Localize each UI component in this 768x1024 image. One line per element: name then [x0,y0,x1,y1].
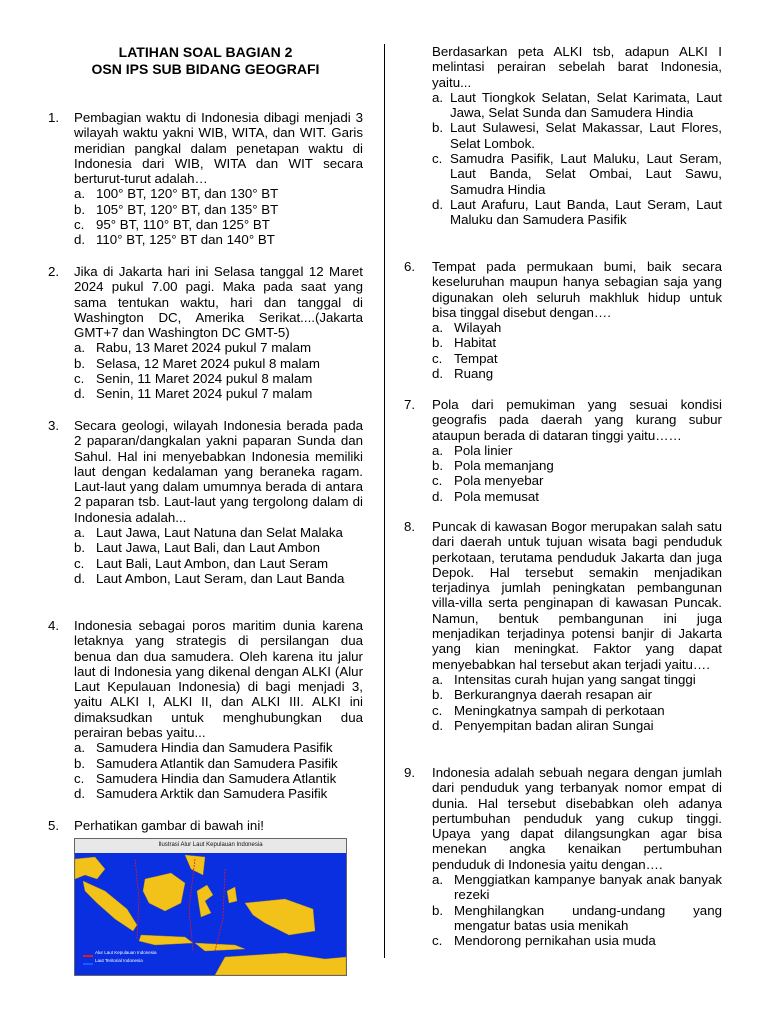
philippines-islands [185,855,205,875]
legend-territorial: Laut Teritorial Indonesia [95,958,143,963]
question-number: 3. [48,418,60,433]
question-text-block [74,418,363,586]
question-text-block [432,519,722,733]
option[interactable]: d. 110° BT, 125° BT dan 140° BT [74,232,275,248]
question-text-block [432,44,722,228]
option[interactable]: a. Wilayah [432,320,502,336]
option[interactable]: a. Rabu, 13 Maret 2024 pukul 7 malam [74,340,312,356]
question-text: Pola dari pemukiman yang sesuai kondisi geografis pada daerah yang kurang subur ataupun berada di dataran tinggi yaitu…… [432,397,722,443]
question-number: 8. [404,519,416,534]
question-2 [48,264,363,406]
australia-mainland [215,953,346,975]
question-text: Pembagian waktu di Indonesia dibagi menjadi 3 wilayah waktu yakni WIB, WITA, dan WIT. Garis meridian pangkal dalam penetapan waktu di Indonesia dari WIB, WITA dan WIT secara berturut-turut adalah… [74,110,363,187]
question-9 [404,765,722,955]
question-text: Secara geologi, wilayah Indonesia berada pada 2 paparan/dangkalan yakni paparan Sunda dan Sahul. Hal ini menyebabkan Indonesia memiliki laut dengan kedalaman yang beraneka ragam. Laut-laut yang dalam umumnya berada di antara 2 paparan tsb. Laut-laut yang tergolong dalam di Indonesia adalah... [74,418,363,525]
question-text-block [432,397,722,504]
option[interactable]: a. Pola linier [432,442,513,458]
question-number: 6. [404,259,416,274]
option[interactable]: c. Samudera Hindia dan Samudera Atlantik [74,770,337,786]
question-number: 2. [48,264,60,279]
nusa-tenggara-islands [195,943,245,951]
question-text: Indonesia adalah sebuah negara dengan jumlah dari penduduk yang terbanyak nomor empat di dunia. Hal tersebut disebabkan oleh adanya pertumbuhan penduduk yang cukup tinggi. Upaya yang dapat dilangsungkan agar bisa menekan angka kenaikan pertumbuhan penduduk di Indonesia yaitu dengan…. [432,765,722,872]
option[interactable]: a. 100° BT, 120° BT, dan 130° BT [74,186,279,202]
page-title [48,44,363,78]
option[interactable]: d. Ruang [432,366,494,382]
option[interactable]: c. Mendorong pernikahan usia muda [432,933,656,949]
option[interactable]: a. Samudera Hindia dan Samudera Pasifik [74,740,333,756]
option[interactable]: d. Samudera Arktik dan Samudera Pasifik [74,786,328,802]
option[interactable]: c. Laut Bali, Laut Ambon, dan Laut Seram [74,555,329,571]
option[interactable]: c. Pola menyebar [432,473,544,489]
option-list [432,443,722,504]
option[interactable]: a. Laut Tiongkok Selatan, Selat Karimata, Laut Jawa, Selat Sunda dan Samudera Hindia [432,89,722,121]
column-divider [384,44,385,958]
question-text-block [74,618,363,802]
question-text: Indonesia sebagai poros maritim dunia karena letaknya yang strategis di persilangan dua benua dan dua samudera. Oleh karena itu jalur laut di Indonesia yang dikenal dengan ALKI (Alur Laut Kepulauan Indonesia) di bagi menjadi 3, yaitu ALKI I, ALKI II, dan ALKI III. ALKI ini dimaksudkan untuk menghubungkan dua perairan bebas yaitu... [74,618,363,741]
papua-island [245,899,315,935]
question-5 [48,818,363,836]
question-text: Berdasarkan peta ALKI tsb, adapun ALKI I melintasi perairan sebelah barat Indonesia, yaitu... [432,44,722,90]
option-list [74,525,363,586]
sumatra-island [83,881,137,931]
question-number: 4. [48,618,60,633]
option[interactable]: d. Pola memusat [432,488,539,504]
option[interactable]: d. Laut Arafuru, Laut Banda, Laut Seram, Laut Maluku dan Samudera Pasifik [432,196,722,228]
question-number: 1. [48,110,60,125]
option[interactable]: c. Tempat [432,350,498,366]
question-number: 9. [404,765,416,780]
option[interactable]: b. Laut Jawa, Laut Bali, dan Laut Ambon [74,540,320,556]
legend-alki: Alur Laut Kepulauan Indonesia [95,950,157,955]
question-6 [404,259,722,385]
question-text-block [74,264,363,402]
option[interactable]: b. Berkurangnya daerah resapan air [432,687,653,703]
option-list [74,186,363,247]
question-5-continuation [404,44,722,244]
java-island [139,935,193,945]
option-list [432,672,722,733]
question-text-block [74,110,363,248]
sulawesi-island [197,885,213,917]
question-1 [48,110,363,252]
question-8 [404,519,722,755]
option[interactable]: a. Menggiatkan kampanye banyak anak banyak rezeki [432,872,722,903]
option[interactable]: b. Habitat [432,335,497,351]
question-text: Perhatikan gambar di bawah ini! [74,818,264,833]
option[interactable]: b. Selasa, 12 Maret 2024 pukul 8 malam [74,355,320,371]
legend-swatch-alki [83,955,93,957]
option[interactable]: a. Laut Jawa, Laut Natuna dan Selat Malaka [74,525,343,541]
title-line-1: LATIHAN SOAL BAGIAN 2 [118,44,293,60]
alki-route-2 [189,859,195,951]
option[interactable]: c. 95° BT, 110° BT, dan 125° BT [74,217,270,233]
option[interactable]: b. Pola memanjang [432,458,554,474]
mainland-asia [75,857,105,879]
question-text: Jika di Jakarta hari ini Selasa tanggal 12 Maret 2024 pukul 7.00 pagi. Maka pada saat yang sama tentukan waktu, hari dan tanggal di Washington DC, Amerika Serikat....(Jakarta GMT+7 dan Washington DC GMT-5) [74,264,363,341]
option-list [74,740,363,801]
question-3 [48,418,363,608]
question-text: Tempat pada permukaan bumi, baik secara keseluruhan maupun hanya sebagian saja yang digunakan oleh seluruh makhluk hidup untuk bisa tinggal disebut dengan…. [432,259,722,320]
alki-map-image [74,838,347,976]
option[interactable]: c. Meningkatnya sampah di perkotaan [432,702,665,718]
option[interactable]: b. Laut Sulawesi, Selat Makassar, Laut Flores, Selat Lombok. [432,120,722,151]
option-list [432,872,722,948]
question-text: Puncak di kawasan Bogor merupakan salah satu dari daerah untuk tujuan wisata bagi penduduk perkotaan, terutama penduduk Jakarta dan juga Depok. Hal tersebut semakin menjadikan terjadinya jumlah peningkatan pembangunan villa-villa serta penginapan di kawasan Puncak. Namun, bentuk pembangunan ini juga menjadikan terjadinya potensi banjir di Jakarta yang kian meningkat. Faktor yang dapat menyebabkan hal tersebut akan terjadi yaitu…. [432,519,722,672]
option[interactable]: d. Laut Ambon, Laut Seram, dan Laut Banda [74,570,345,586]
question-number: 7. [404,397,416,412]
option[interactable]: b. Samudera Atlantik dan Samudera Pasifik [74,755,338,771]
borneo-island [143,873,185,911]
option[interactable]: c. Senin, 11 Maret 2024 pukul 8 malam [74,371,313,387]
question-text-block [432,765,722,949]
legend-swatch-territorial [83,963,93,965]
option-list [432,320,722,381]
question-7 [404,397,722,507]
option[interactable]: b. 105° BT, 120° BT, dan 135° BT [74,201,279,217]
option[interactable]: a. Intensitas curah hujan yang sangat tinggi [432,671,696,687]
question-text-block [432,259,722,381]
map-title: Ilustrasi Alur Laut Kepulauan Indonesia [158,842,263,848]
option[interactable]: d. Senin, 11 Maret 2024 pukul 7 malam [74,386,313,402]
option[interactable]: d. Penyempitan badan aliran Sungai [432,717,654,733]
maluku-islands [227,887,237,903]
question-4 [48,618,363,808]
question-number: 5. [48,818,60,833]
title-line-2: OSN IPS SUB BIDANG GEOGRAFI [91,61,320,77]
map-legend [95,949,157,965]
option-list [74,340,363,401]
option-list [432,90,722,228]
alki-route-3 [215,869,225,951]
option[interactable]: b. Menghilangkan undang-undang yang mengatur batas usia menikah [432,902,722,933]
option[interactable]: c. Samudra Pasifik, Laut Maluku, Laut Seram, Laut Banda, Selat Ombai, Laut Sawu, Samudra Hindia [432,151,722,197]
